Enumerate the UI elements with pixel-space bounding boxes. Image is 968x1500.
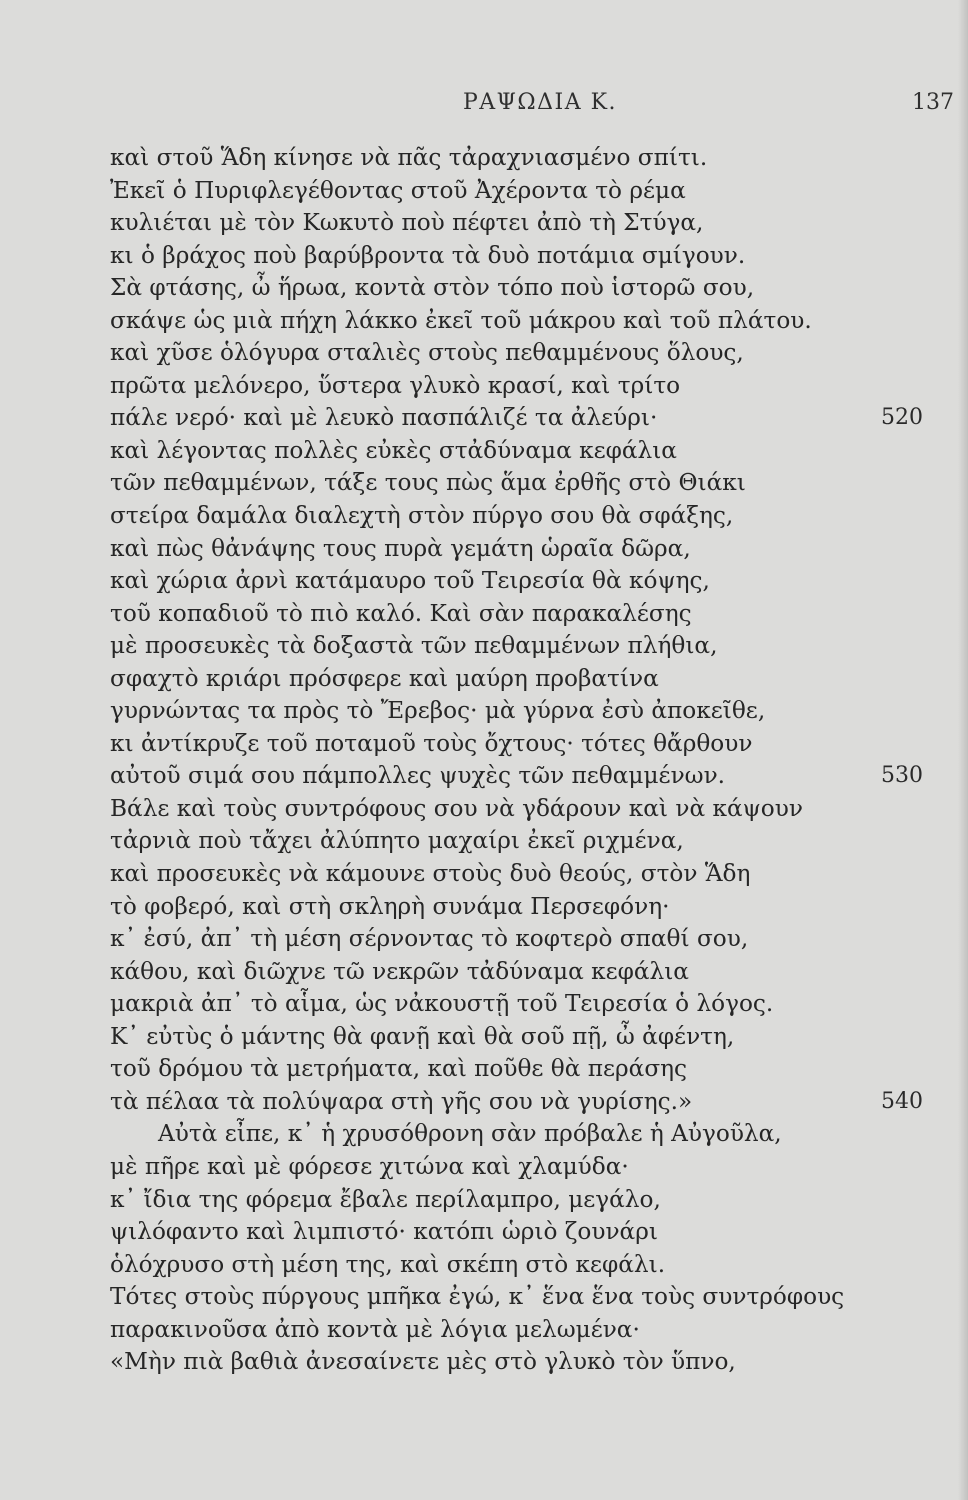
poem-line-text: Κ᾽ εὐτὺς ὁ μάντης θὰ φανῇ καὶ θὰ σοῦ πῇ, ὦ ἀφέντη, <box>110 1022 735 1050</box>
line-number: 530 <box>881 763 923 789</box>
poem-line <box>110 533 920 566</box>
poem-line <box>110 142 920 175</box>
poem-line <box>110 923 920 956</box>
poem-line <box>110 1249 920 1282</box>
poem-line-text: ὁλόχρυσο στὴ μέση της, καὶ σκέπη στὸ κεφάλι. <box>110 1250 666 1278</box>
poem-line-text: τοῦ δρόμου τὰ μετρήματα, καὶ ποῦθε θὰ περάσης <box>110 1055 688 1083</box>
poem-line-text: καὶ λέγοντας πολλὲς εὐκὲς στἀδύναμα κεφάλια <box>110 436 677 464</box>
poem-line-text: σφαχτὸ κριάρι πρόσφερε καὶ μαύρη προβατίνα <box>110 664 659 692</box>
poem-line-text: μὲ προσευκὲς τὰ δοξαστὰ τῶν πεθαμμένων πλήθια, <box>110 632 718 660</box>
poem-line-text: αὐτοῦ σιμά σου πάμπολλες ψυχὲς τῶν πεθαμμένων. <box>110 762 726 790</box>
poem-line-text: σκάψε ὡς μιὰ πήχη λάκκο ἐκεῖ τοῦ μάκρου καὶ τοῦ πλάτου. <box>110 306 812 334</box>
poem-line <box>110 435 920 468</box>
poem-line <box>110 728 920 761</box>
poem-line-text: Τότες στοὺς πύργους μπῆκα ἐγώ, κ᾽ ἕνα ἕνα τοὺς συντρόφους <box>110 1283 845 1311</box>
poem-line-text: καὶ προσευκὲς νὰ κάμουνε στοὺς δυὸ θεούς, στὸν Ἅδη <box>110 860 751 888</box>
page-edge-shadow <box>958 0 968 1500</box>
poem-line-text: τὰ πέλαα τὰ πολύψαρα στὴ γῆς σου νὰ γυρίσης.» <box>110 1087 693 1115</box>
poem-line <box>110 956 920 989</box>
poem-line-text: καὶ χώρια ἀρνὶ κατάμαυρο τοῦ Τειρεσία θὰ κόψης, <box>110 567 710 595</box>
poem-line <box>110 402 923 435</box>
poem-line <box>110 305 920 338</box>
poem-line-text: Αὐτὰ εἶπε, κ᾽ ἡ χρυσόθρονη σὰν πρόβαλε ἡ Αὐγοῦλα, <box>158 1120 782 1148</box>
poem-line-text: πρῶτα μελόνερο, ὕστερα γλυκὸ κρασί, καὶ τρίτο <box>110 371 681 399</box>
poem-line <box>110 1053 920 1086</box>
poem-line <box>110 858 920 891</box>
poem-line-text: καὶ πὼς θἀνάψης τους πυρὰ γεμάτη ὡραῖα δῶρα, <box>110 534 691 562</box>
poem-line <box>110 240 920 273</box>
poem-line <box>110 1281 920 1314</box>
poem-line <box>110 207 920 240</box>
running-header-title: ΡΑΨΩΔΙΑ Κ. <box>462 90 618 115</box>
poem-line <box>110 1216 920 1249</box>
poem-line <box>110 1346 920 1379</box>
poem-line-text: γυρνώντας τα πρὸς τὸ Ἔρεβος· μὰ γύρνα ἐσὺ ἀποκεῖθε, <box>110 697 766 725</box>
poem-line <box>110 663 920 696</box>
poem-line <box>110 598 920 631</box>
poem-line-text: Βάλε καὶ τοὺς συντρόφους σου νὰ γδάρουν καὶ νὰ κάψουν <box>110 794 803 822</box>
poem-line <box>110 760 923 793</box>
poem-line <box>110 565 920 598</box>
poem-line <box>110 793 920 826</box>
poem-line-text: πάλε νερό· καὶ μὲ λευκὸ πασπάλιζέ τα ἀλεύρι· <box>110 404 658 432</box>
poem-line-text: καὶ στοῦ Ἅδη κίνησε νὰ πᾶς τἀραχνιασμένο σπίτι. <box>110 144 708 171</box>
poem-line <box>110 272 920 305</box>
poem-line <box>110 1118 920 1151</box>
poem-line <box>110 988 920 1021</box>
poem-line-text: παρακινοῦσα ἀπὸ κοντὰ μὲ λόγια μελωμένα· <box>110 1315 640 1343</box>
poem-line-text: τῶν πεθαμμένων, τάξε τους πὼς ἅμα ἐρθῆς στὸ Θιάκι <box>110 469 746 497</box>
poem-line <box>110 1184 920 1217</box>
poem-line-text: κ᾽ ἐσύ, ἀπ᾽ τὴ μέση σέρνοντας τὸ κοφτερὸ σπαθί σου, <box>110 925 749 953</box>
poem-line-text: «Μὴν πιὰ βαθιὰ ἀνεσαίνετε μὲς στὸ γλυκὸ τὸν ὕπνο, <box>110 1348 736 1376</box>
poem-line <box>110 1021 920 1054</box>
poem-line-text: Σὰ φτάσης, ὦ ἥρωα, κοντὰ στὸν τόπο ποὺ ἱστορῶ σου, <box>110 274 755 302</box>
poem-line <box>110 467 920 500</box>
line-number: 520 <box>881 405 923 431</box>
poem-line-text: ψιλόφαντο καὶ λιμπιστό· κατόπι ὡριὸ ζουνάρι <box>110 1218 658 1246</box>
poem-line-text: μακριὰ ἀπ᾽ τὸ αἷμα, ὡς νἀκουστῇ τοῦ Τειρεσία ὁ λόγος. <box>110 990 774 1018</box>
poem-line-text: τἀρνιὰ ποὺ τἄχει ἀλύπητο μαχαίρι ἐκεῖ ριχμένα, <box>110 827 684 855</box>
poem-line-text: κι ὁ βράχος ποὺ βαρύβροντα τὰ δυὸ ποτάμια σμίγουν. <box>110 241 746 269</box>
poem-line <box>110 1086 923 1119</box>
poem-line-text: καὶ χῦσε ὁλόγυρα σταλιὲς στοὺς πεθαμμένους ὅλους, <box>110 339 744 367</box>
poem-line-text: κάθου, καὶ διῶχνε τῶ νεκρῶν τἀδύναμα κεφάλια <box>110 957 689 985</box>
poem-line <box>110 1314 920 1347</box>
poem-line-text: μὲ πῆρε καὶ μὲ φόρεσε χιτώνα καὶ χλαμύδα· <box>110 1152 629 1180</box>
poem-line <box>110 500 920 533</box>
poem-line-text: κ᾽ ἴδια της φόρεμα ἔβαλε περίλαμπρο, μεγάλο, <box>110 1185 661 1213</box>
poem-text-block <box>110 142 923 1379</box>
poem-line <box>110 370 920 403</box>
poem-line-text: κι ἀντίκρυζε τοῦ ποταμοῦ τοὺς ὄχτους· τότες θἄρθουν <box>110 729 753 757</box>
poem-line <box>110 695 920 728</box>
poem-line-text: τὸ φοβερό, καὶ στὴ σκληρὴ συνάμα Περσεφόνη· <box>110 892 670 920</box>
line-number: 540 <box>881 1088 923 1114</box>
poem-line <box>110 825 920 858</box>
poem-line <box>110 1151 920 1184</box>
poem-line <box>110 337 920 370</box>
poem-line-text: στείρα δαμάλα διαλεχτὴ στὸν πύργο σου θὰ σφάξης, <box>110 502 734 530</box>
poem-line <box>110 630 920 663</box>
poem-line-text: Ἐκεῖ ὁ Πυριφλεγέθοντας στοῦ Ἀχέροντα τὸ ρέμα <box>110 176 686 204</box>
poem-line-text: κυλιέται μὲ τὸν Κωκυτὸ ποὺ πέφτει ἀπὸ τὴ Στύγα, <box>110 209 704 237</box>
poem-line <box>110 175 920 208</box>
page-number: 137 <box>912 90 954 115</box>
poem-line <box>110 891 920 924</box>
poem-line-text: τοῦ κοπαδιοῦ τὸ πιὸ καλό. Καὶ σὰν παρακαλέσης <box>110 599 692 627</box>
